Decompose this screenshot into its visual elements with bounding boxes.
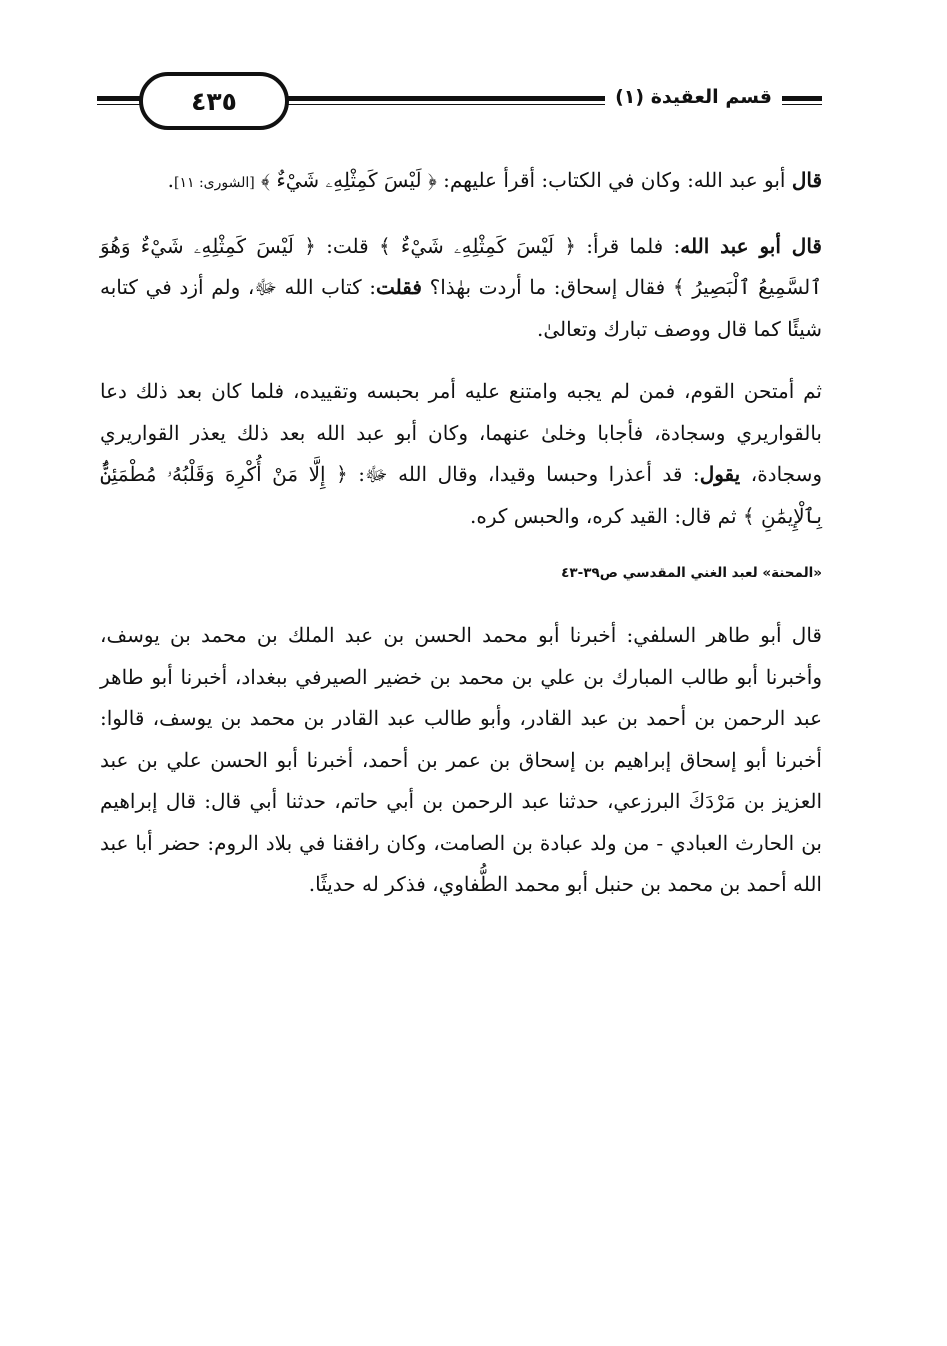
bold-label: يقول: [699, 462, 741, 486]
paragraph-3: [100, 371, 822, 537]
header-rule-left: [97, 96, 145, 105]
text-run: قال أبو طاهر السلفي: أخبرنا أبو محمد الحسن بن عبد الملك بن محمد بن يوسف، وأخبرنا أبو طالب المبارك بن علي بن محمد بن خضير الصيرفي ببغداد، أخبرنا أبو طاهر عبد الرحمن بن أحمد بن عبد القادر، وأبو طالب عبد القادر بن محمد بن يوسف، قالوا: أخبرنا أبو إسحاق إبراهيم بن إسحاق بن عمر بن أحمد، أخبرنا أبو الحسن علي بن عبد العزيز بن مَرْدَكَ البرزعي، حدثنا عبد الرحمن بن أبي حاتم، حدثنا أبي قال: قال إبراهيم بن الحارث العبادي - من ولد عبادة بن الصامت، وكان رافقنا في بلاد الروم: حضر أبا عبد الله أحمد بن محمد بن حنبل أبو محمد الطُّفاوي، فذكر له حديثًا.: [100, 623, 822, 896]
source-heading: «المحنة» لعبد الغني المقدسي ص٣٩-٤٣: [561, 565, 822, 581]
text-run: أبو عبد الله: وكان في الكتاب: أقرأ عليهم: ﴿ لَيْسَ كَمِثْلِهِۦ شَيْءٌ ﴾: [254, 168, 792, 192]
bold-label: فقلت: [376, 275, 422, 299]
paragraph-4: [100, 615, 822, 906]
section-title: قسم العقيدة (١): [605, 82, 782, 112]
bold-label: قال أبو عبد الله: [680, 233, 822, 258]
quran-citation: [الشورى: ١١]: [174, 175, 255, 191]
text-run: .: [167, 168, 174, 192]
text-run: : كتاب الله ﷻ، ولم أزد في كتابه شيئًا كما قال ووصف تبارك وتعالىٰ.: [100, 275, 822, 341]
text-run: ثم أمتحن القوم، فمن لم يجبه وامتنع عليه أمر بحبسه وتقييده، فلما كان بعد ذلك دعا بالقواريري وسجادة، فأجابا وخلىٰ عنهما، وكان أبو عبد الله بعد ذلك يعذر القواريري وسجادة،: [100, 379, 822, 486]
bold-label: قال: [791, 168, 822, 192]
text-run: : فلما قرأ: ﴿ لَيْسَ كَمِثْلِهِۦ شَيْءٌ ﴾ قلت: ﴿ لَيْسَ كَمِثْلِهِۦ شَيْءٌ وَهُوَ ٱلسَّمِيعُ ٱلْبَصِيرُ ﴾ فقال إسحاق: ما أردت بهٰذا؟: [100, 233, 822, 299]
page-number: ٤٣٥: [139, 72, 289, 130]
paragraph-2: [100, 226, 822, 351]
page-body: [100, 160, 822, 906]
text-run: : قد أعذرا وحبسا وقيدا، وقال الله ﷻ: ﴿ إِلَّا مَنْ أُكْرِهَ وَقَلْبُهُۥ مُطْمَئِنٌّۢ بِٱلْإِيمَٰنِ ﴾ ثم قال: القيد كره، والحبس كره.: [100, 462, 822, 528]
running-header: [97, 72, 822, 132]
paragraph-1: [100, 160, 822, 205]
